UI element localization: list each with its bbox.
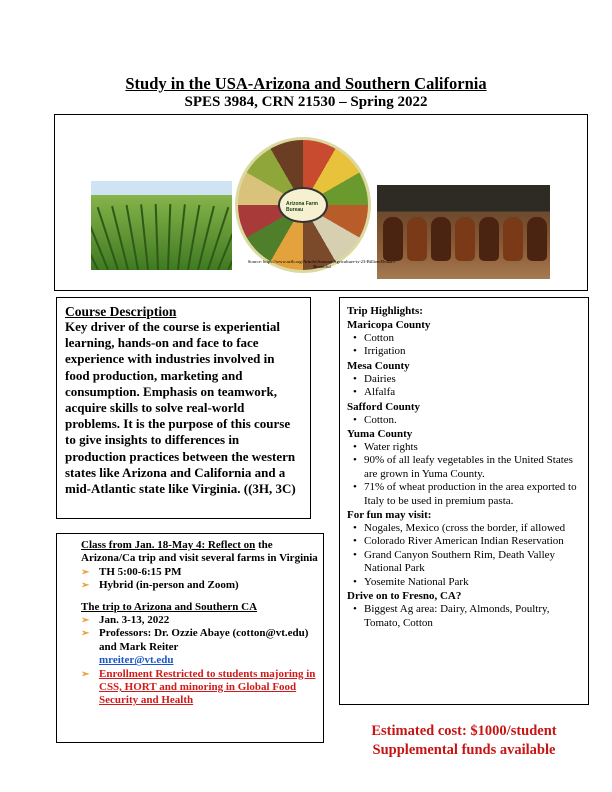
crop-row bbox=[177, 204, 186, 270]
trip-highlights-box bbox=[339, 297, 589, 705]
class-intro: Class from Jan. 18-May 4: Reflect on the Arizona/Ca trip and visit several farms in Virginia bbox=[81, 539, 318, 565]
image-source-caption: Source: https://www.azfb.org/Article/Arizona-Agriculture-is-23-Billion-Dollars-Bountiful bbox=[247, 259, 397, 270]
cow-shape bbox=[383, 217, 403, 261]
professor-email-link[interactable]: mreiter@vt.edu bbox=[99, 654, 174, 667]
list-item: • Irrigation bbox=[347, 345, 588, 358]
arrow-bullet-icon: ➢ bbox=[81, 566, 90, 578]
list-item: ➢ Hybrid (in-person and Zoom) bbox=[81, 579, 239, 592]
trip-heading: The trip to Arizona and Southern CA bbox=[81, 600, 258, 613]
cow-shape bbox=[527, 217, 547, 261]
class-schedule-list bbox=[81, 566, 323, 593]
crop-row bbox=[140, 204, 149, 270]
county-heading: Mesa County bbox=[347, 359, 410, 372]
list-item: ➢ Jan. 3-13, 2022 bbox=[81, 614, 170, 627]
cow-shape bbox=[503, 217, 523, 261]
cow-shape bbox=[455, 217, 475, 261]
produce-wheel-graphic bbox=[235, 137, 371, 273]
estimated-cost: Estimated cost: $1000/student bbox=[371, 723, 557, 739]
county-heading: Safford County bbox=[347, 400, 421, 413]
list-item: • Grand Canyon Southern Rim, Death Valley National Park bbox=[347, 549, 588, 576]
trip-details-list bbox=[81, 614, 323, 708]
course-description-text: Key driver of the course is experiential learning, hands-on and face to face experience with industries involved in food production, marketing and consumption. Emphasis on teamwork, acquire skills to solve real-world problems. It is the purpose of this course to give insights to differences in production practices between the western states like Arizona and California and a mid-Atlantic state like Virginia. ((3H, 3C) bbox=[65, 319, 296, 497]
arrow-bullet-icon: ➢ bbox=[81, 668, 90, 680]
course-code: SPES 3984, CRN 21530 – Spring 2022 bbox=[184, 94, 428, 110]
page-title: Study in the USA-Arizona and Southern California bbox=[125, 74, 487, 93]
supplemental-funds: Supplemental funds available bbox=[372, 742, 556, 758]
cost-notice bbox=[344, 722, 584, 760]
course-description-heading: Course Description bbox=[65, 304, 177, 319]
list-item: • 71% of wheat production in the area exported to Italy to be used in premium pasta. bbox=[347, 481, 588, 508]
list-item bbox=[81, 668, 323, 708]
list-item: • Biggest Ag area: Dairy, Almonds, Poultry, Tomato, Cotton bbox=[347, 603, 588, 630]
list-item: • 90% of all leafy vegetables in the United States are grown in Yuma County. bbox=[347, 454, 588, 481]
arrow-bullet-icon: ➢ bbox=[81, 580, 90, 592]
arrow-bullet-icon: ➢ bbox=[81, 628, 90, 640]
list-item: • Alfalfa bbox=[347, 386, 588, 399]
fun-heading: For fun may visit: bbox=[347, 509, 432, 522]
crop-row bbox=[197, 206, 215, 270]
list-item: • Colorado River American Indian Reservation bbox=[347, 535, 588, 548]
farm-bureau-logo: Arizona Farm Bureau bbox=[278, 187, 328, 223]
dairy-cattle-photo bbox=[377, 185, 550, 279]
crop-row bbox=[126, 205, 139, 270]
list-item: • Cotton bbox=[347, 332, 588, 345]
class-info-box bbox=[56, 533, 324, 743]
list-item: ➢ TH 5:00-6:15 PM bbox=[81, 565, 182, 578]
list-item: • Dairies bbox=[347, 373, 588, 386]
lettuce-field-photo bbox=[91, 181, 232, 270]
cow-shape bbox=[479, 217, 499, 261]
trip-highlights-heading: Trip Highlights: bbox=[347, 305, 423, 317]
list-item: • Yosemite National Park bbox=[347, 576, 588, 589]
crop-row bbox=[155, 204, 159, 270]
county-heading: Yuma County bbox=[347, 428, 413, 441]
cow-shape bbox=[431, 217, 451, 261]
cow-shape bbox=[407, 217, 427, 261]
list-item: ➢ Professors: Dr. Ozzie Abaye (cotton@vt.edu) and Mark Reiter mreiter@vt.edu bbox=[81, 627, 309, 667]
image-banner bbox=[54, 114, 588, 291]
list-item: • Water rights bbox=[347, 441, 588, 454]
fresno-heading: Drive on to Fresno, CA? bbox=[347, 590, 462, 603]
arrow-bullet-icon: ➢ bbox=[81, 615, 90, 627]
county-heading: Maricopa County bbox=[347, 319, 431, 331]
list-item: • Nogales, Mexico (cross the border, if allowed bbox=[347, 522, 588, 535]
crop-row bbox=[167, 204, 171, 270]
list-item: • Cotton. bbox=[347, 414, 588, 427]
course-description-box bbox=[56, 297, 311, 519]
enrollment-restriction: Enrollment Restricted to students majoring in CSS, HORT and minoring in Global Food Security and Health bbox=[99, 667, 316, 707]
